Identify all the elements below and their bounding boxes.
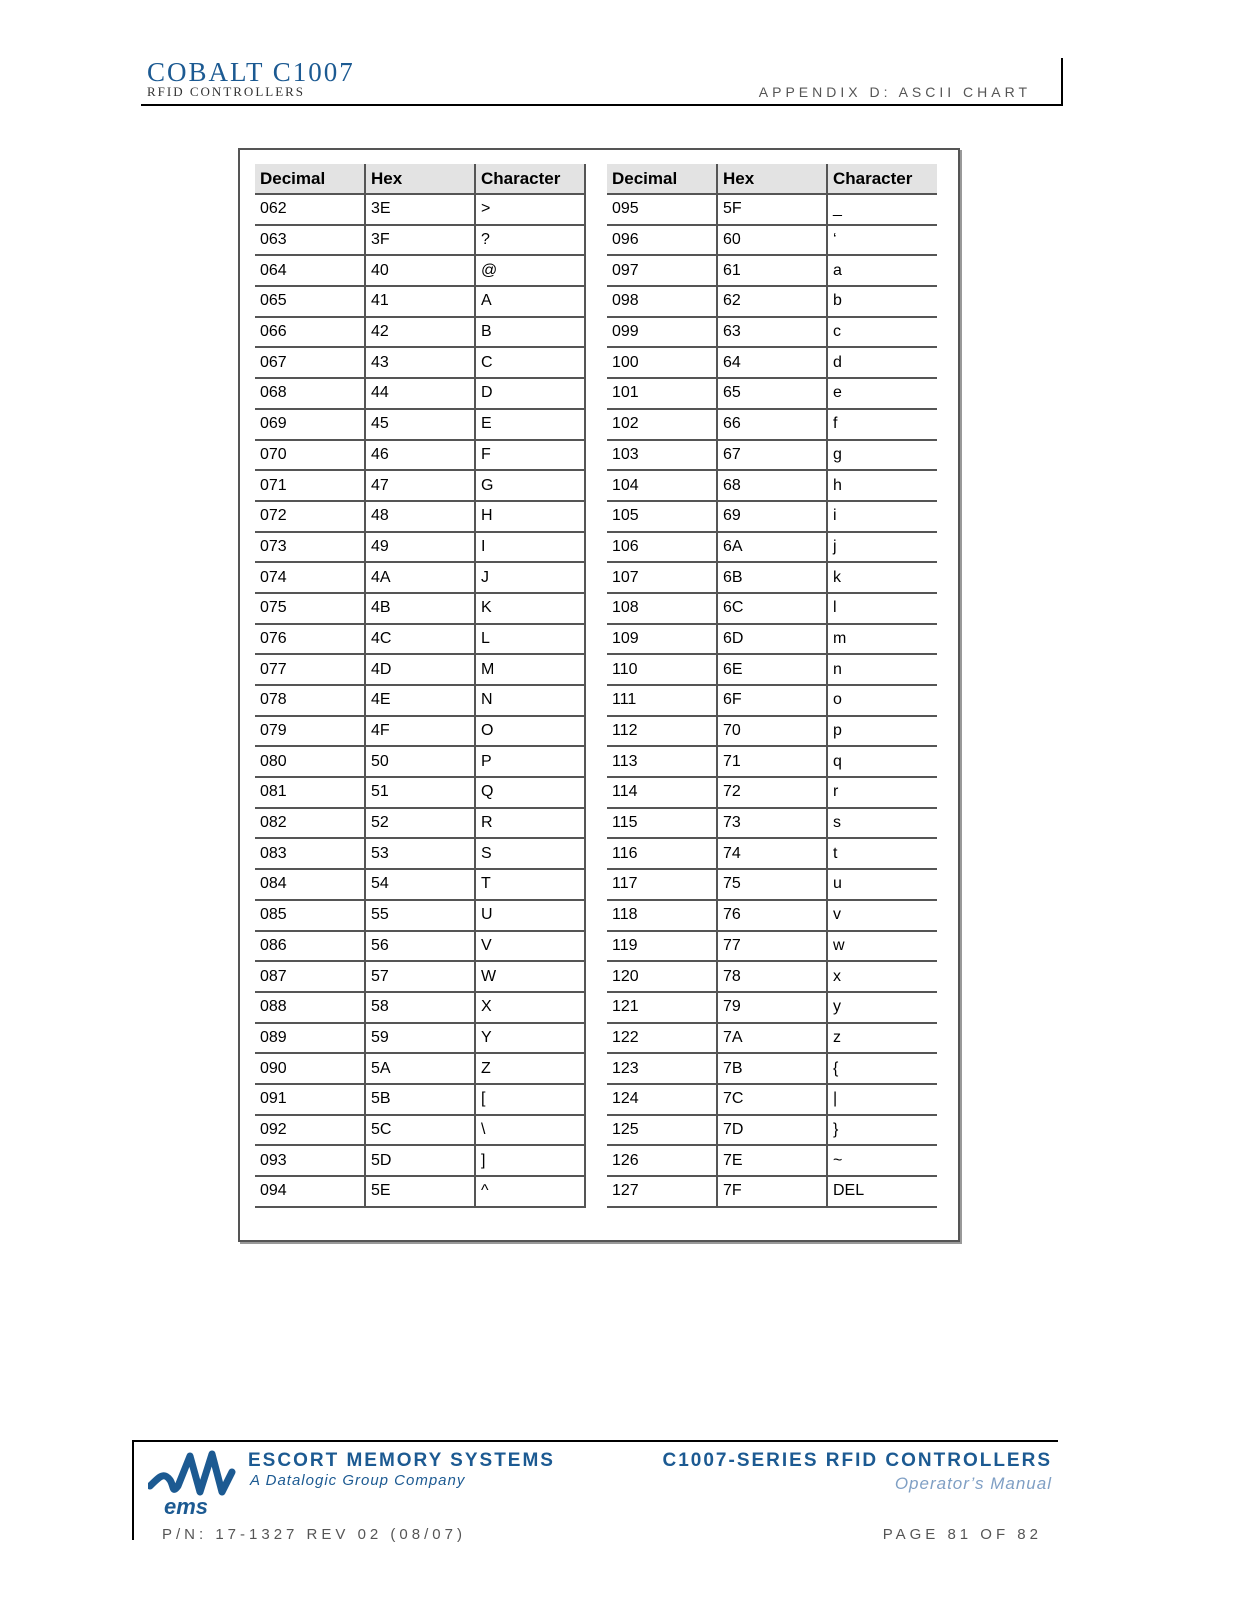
cell-decimal: 103	[607, 440, 717, 471]
cell-hex: 72	[717, 777, 827, 808]
cell-hex: 57	[365, 961, 475, 992]
table-row	[255, 808, 585, 839]
cell-decimal: 097	[607, 255, 717, 286]
cell-decimal: 069	[255, 409, 365, 440]
cell-hex: 47	[365, 470, 475, 501]
cell-character: f	[827, 409, 937, 440]
table-row	[607, 992, 937, 1023]
cell-character: DEL	[827, 1176, 937, 1207]
cell-character: _	[827, 194, 937, 225]
table-header-row	[607, 164, 937, 194]
cell-character: h	[827, 470, 937, 501]
cell-hex: 46	[365, 440, 475, 471]
cell-character: m	[827, 624, 937, 655]
table-row	[607, 716, 937, 747]
cell-hex: 7C	[717, 1084, 827, 1115]
cell-hex: 5A	[365, 1053, 475, 1084]
cell-decimal: 098	[607, 286, 717, 317]
cell-character: ~	[827, 1145, 937, 1176]
cell-hex: 55	[365, 900, 475, 931]
cell-decimal: 118	[607, 900, 717, 931]
cell-decimal: 100	[607, 347, 717, 378]
cell-character: p	[827, 716, 937, 747]
cell-character: C	[475, 347, 585, 378]
table-row	[255, 931, 585, 962]
cell-hex: 4B	[365, 593, 475, 624]
cell-hex: 60	[717, 225, 827, 256]
cell-character: Q	[475, 777, 585, 808]
table-row	[255, 409, 585, 440]
table-row	[255, 1053, 585, 1084]
cell-character: F	[475, 440, 585, 471]
product-name: C1007-SERIES RFID CONTROLLERS	[662, 1450, 1052, 1471]
cell-decimal: 066	[255, 317, 365, 348]
footer-divider	[132, 1440, 1058, 1442]
table-header-row	[255, 164, 585, 194]
cell-decimal: 093	[255, 1145, 365, 1176]
table-row	[607, 562, 937, 593]
cell-decimal: 115	[607, 808, 717, 839]
cell-hex: 4C	[365, 624, 475, 655]
cell-decimal: 095	[607, 194, 717, 225]
cell-decimal: 126	[607, 1145, 717, 1176]
table-row	[255, 440, 585, 471]
cell-character: B	[475, 317, 585, 348]
column-header-character: Character	[475, 164, 585, 194]
table-row	[607, 347, 937, 378]
cell-hex: 3E	[365, 194, 475, 225]
cell-hex: 4F	[365, 716, 475, 747]
table-row	[607, 624, 937, 655]
cell-hex: 6B	[717, 562, 827, 593]
cell-character: y	[827, 992, 937, 1023]
ems-logo	[148, 1446, 244, 1516]
cell-decimal: 104	[607, 470, 717, 501]
table-row	[607, 440, 937, 471]
cell-hex: 7F	[717, 1176, 827, 1207]
table-row	[255, 286, 585, 317]
cell-decimal: 087	[255, 961, 365, 992]
table-row	[607, 1023, 937, 1054]
company-tagline: A Datalogic Group Company	[250, 1472, 466, 1489]
table-row	[255, 838, 585, 869]
cell-hex: 73	[717, 808, 827, 839]
cell-character: e	[827, 378, 937, 409]
cell-character: |	[827, 1084, 937, 1115]
cell-character: x	[827, 961, 937, 992]
cell-hex: 68	[717, 470, 827, 501]
cell-character: K	[475, 593, 585, 624]
cell-decimal: 117	[607, 869, 717, 900]
cell-hex: 6D	[717, 624, 827, 655]
cell-hex: 54	[365, 869, 475, 900]
cell-decimal: 078	[255, 685, 365, 716]
cell-hex: 56	[365, 931, 475, 962]
cell-character: X	[475, 992, 585, 1023]
cell-character: k	[827, 562, 937, 593]
part-number: P/N: 17-1327 REV 02 (08/07)	[162, 1526, 466, 1543]
table-row	[607, 746, 937, 777]
cell-hex: 67	[717, 440, 827, 471]
brand-subtitle: RFID CONTROLLERS	[147, 84, 306, 99]
cell-character: G	[475, 470, 585, 501]
cell-decimal: 064	[255, 255, 365, 286]
cell-decimal: 108	[607, 593, 717, 624]
cell-hex: 76	[717, 900, 827, 931]
cell-hex: 6F	[717, 685, 827, 716]
cell-hex: 69	[717, 501, 827, 532]
cell-hex: 51	[365, 777, 475, 808]
cell-decimal: 105	[607, 501, 717, 532]
cell-decimal: 091	[255, 1084, 365, 1115]
cell-hex: 45	[365, 409, 475, 440]
cell-character: V	[475, 931, 585, 962]
cell-decimal: 112	[607, 716, 717, 747]
ascii-chart-frame	[238, 148, 960, 1242]
cell-hex: 7B	[717, 1053, 827, 1084]
cell-character: c	[827, 317, 937, 348]
table-row	[607, 286, 937, 317]
table-row	[255, 900, 585, 931]
cell-hex: 40	[365, 255, 475, 286]
table-row	[255, 685, 585, 716]
cell-hex: 6C	[717, 593, 827, 624]
cell-hex: 70	[717, 716, 827, 747]
table-row	[607, 470, 937, 501]
cell-hex: 7D	[717, 1115, 827, 1146]
cell-hex: 42	[365, 317, 475, 348]
table-row	[255, 470, 585, 501]
cell-character: S	[475, 838, 585, 869]
cell-hex: 4D	[365, 654, 475, 685]
table-row	[255, 992, 585, 1023]
table-row	[607, 900, 937, 931]
table-row	[607, 685, 937, 716]
table-row	[607, 593, 937, 624]
table-row	[607, 777, 937, 808]
table-row	[255, 194, 585, 225]
cell-decimal: 113	[607, 746, 717, 777]
table-row	[255, 255, 585, 286]
cell-character: I	[475, 532, 585, 563]
cell-decimal: 088	[255, 992, 365, 1023]
ascii-table-right	[607, 164, 937, 1208]
cell-decimal: 114	[607, 777, 717, 808]
cell-hex: 74	[717, 838, 827, 869]
cell-character: N	[475, 685, 585, 716]
table-row	[607, 501, 937, 532]
cell-decimal: 063	[255, 225, 365, 256]
table-row	[255, 1176, 585, 1207]
cell-decimal: 120	[607, 961, 717, 992]
cell-hex: 50	[365, 746, 475, 777]
cell-decimal: 101	[607, 378, 717, 409]
cell-decimal: 075	[255, 593, 365, 624]
cell-decimal: 072	[255, 501, 365, 532]
table-row	[607, 1053, 937, 1084]
table-row	[255, 562, 585, 593]
table-row	[255, 593, 585, 624]
cell-character: t	[827, 838, 937, 869]
table-row	[607, 225, 937, 256]
table-row	[607, 654, 937, 685]
cell-hex: 59	[365, 1023, 475, 1054]
cell-hex: 6A	[717, 532, 827, 563]
cell-character: P	[475, 746, 585, 777]
cell-decimal: 127	[607, 1176, 717, 1207]
cell-hex: 4A	[365, 562, 475, 593]
cell-character: T	[475, 869, 585, 900]
cell-character: H	[475, 501, 585, 532]
cell-hex: 64	[717, 347, 827, 378]
table-row	[255, 532, 585, 563]
cell-character: [	[475, 1084, 585, 1115]
table-row	[255, 347, 585, 378]
cell-decimal: 080	[255, 746, 365, 777]
cell-decimal: 084	[255, 869, 365, 900]
cell-character: o	[827, 685, 937, 716]
manual-name: Operator’s Manual	[894, 1474, 1052, 1493]
cell-hex: 4E	[365, 685, 475, 716]
company-name: ESCORT MEMORY SYSTEMS	[248, 1450, 555, 1471]
cell-character: u	[827, 869, 937, 900]
header-vertical-divider	[1061, 58, 1063, 106]
cell-decimal: 082	[255, 808, 365, 839]
cell-hex: 61	[717, 255, 827, 286]
cell-decimal: 102	[607, 409, 717, 440]
cell-character: d	[827, 347, 937, 378]
cell-character: b	[827, 286, 937, 317]
cell-character: O	[475, 716, 585, 747]
cell-character: a	[827, 255, 937, 286]
cell-decimal: 071	[255, 470, 365, 501]
cell-hex: 48	[365, 501, 475, 532]
cell-decimal: 077	[255, 654, 365, 685]
cell-decimal: 089	[255, 1023, 365, 1054]
table-row	[607, 317, 937, 348]
page-number: PAGE 81 OF 82	[882, 1526, 1042, 1543]
cell-character: M	[475, 654, 585, 685]
cell-decimal: 125	[607, 1115, 717, 1146]
cell-hex: 44	[365, 378, 475, 409]
brand-logo	[147, 58, 355, 98]
cell-decimal: 076	[255, 624, 365, 655]
table-row	[607, 808, 937, 839]
cell-hex: 52	[365, 808, 475, 839]
ascii-table-left	[255, 164, 586, 1208]
cell-decimal: 121	[607, 992, 717, 1023]
cell-hex: 58	[365, 992, 475, 1023]
table-row	[607, 409, 937, 440]
cell-hex: 6E	[717, 654, 827, 685]
table-row	[607, 378, 937, 409]
cell-hex: 79	[717, 992, 827, 1023]
cell-decimal: 123	[607, 1053, 717, 1084]
cell-character: l	[827, 593, 937, 624]
cell-character: Y	[475, 1023, 585, 1054]
cell-decimal: 090	[255, 1053, 365, 1084]
ems-wave-icon	[148, 1446, 244, 1516]
column-header-decimal: Decimal	[255, 164, 365, 194]
cell-hex: 71	[717, 746, 827, 777]
cell-decimal: 110	[607, 654, 717, 685]
table-row	[255, 746, 585, 777]
table-row	[607, 1084, 937, 1115]
cell-decimal: 086	[255, 931, 365, 962]
cell-hex: 7A	[717, 1023, 827, 1054]
cell-character: A	[475, 286, 585, 317]
table-row	[607, 532, 937, 563]
table-row	[255, 317, 585, 348]
table-row	[607, 869, 937, 900]
table-row	[255, 1115, 585, 1146]
cell-character: E	[475, 409, 585, 440]
table-row	[607, 255, 937, 286]
cell-character: q	[827, 746, 937, 777]
cell-character: >	[475, 194, 585, 225]
section-title: APPENDIX D: ASCII CHART	[758, 84, 1031, 100]
cell-character: ^	[475, 1176, 585, 1207]
header-divider	[141, 104, 1063, 106]
cell-character: U	[475, 900, 585, 931]
table-row	[607, 931, 937, 962]
cell-character: J	[475, 562, 585, 593]
cell-character: g	[827, 440, 937, 471]
table-row	[607, 961, 937, 992]
cell-hex: 5B	[365, 1084, 475, 1115]
cell-character: D	[475, 378, 585, 409]
cell-hex: 3F	[365, 225, 475, 256]
table-row	[255, 654, 585, 685]
cell-character: i	[827, 501, 937, 532]
cell-decimal: 067	[255, 347, 365, 378]
cell-hex: 43	[365, 347, 475, 378]
column-header-hex: Hex	[365, 164, 475, 194]
cell-decimal: 081	[255, 777, 365, 808]
cell-hex: 5D	[365, 1145, 475, 1176]
column-header-hex: Hex	[717, 164, 827, 194]
table-row	[255, 1084, 585, 1115]
cell-character: v	[827, 900, 937, 931]
cell-character: L	[475, 624, 585, 655]
cell-decimal: 116	[607, 838, 717, 869]
cell-decimal: 079	[255, 716, 365, 747]
table-row	[255, 501, 585, 532]
cell-character: n	[827, 654, 937, 685]
cell-hex: 7E	[717, 1145, 827, 1176]
cell-character: {	[827, 1053, 937, 1084]
table-row	[255, 777, 585, 808]
table-row	[255, 624, 585, 655]
cell-character: }	[827, 1115, 937, 1146]
cell-hex: 41	[365, 286, 475, 317]
table-row	[255, 1145, 585, 1176]
cell-character: \	[475, 1115, 585, 1146]
cell-character: @	[475, 255, 585, 286]
cell-decimal: 083	[255, 838, 365, 869]
cell-character: W	[475, 961, 585, 992]
column-header-character: Character	[827, 164, 937, 194]
cell-decimal: 107	[607, 562, 717, 593]
table-row	[255, 378, 585, 409]
footer-vertical-divider	[132, 1440, 134, 1540]
cell-hex: 49	[365, 532, 475, 563]
cell-hex: 65	[717, 378, 827, 409]
table-row	[255, 716, 585, 747]
cell-hex: 63	[717, 317, 827, 348]
table-row	[255, 225, 585, 256]
cell-hex: 66	[717, 409, 827, 440]
table-row	[607, 1115, 937, 1146]
cell-decimal: 085	[255, 900, 365, 931]
cell-decimal: 092	[255, 1115, 365, 1146]
cell-hex: 5C	[365, 1115, 475, 1146]
cell-character: r	[827, 777, 937, 808]
cell-character: j	[827, 532, 937, 563]
cell-hex: 78	[717, 961, 827, 992]
cell-decimal: 065	[255, 286, 365, 317]
cell-decimal: 109	[607, 624, 717, 655]
cell-decimal: 074	[255, 562, 365, 593]
cell-decimal: 122	[607, 1023, 717, 1054]
column-header-decimal: Decimal	[607, 164, 717, 194]
cell-decimal: 094	[255, 1176, 365, 1207]
cell-decimal: 073	[255, 532, 365, 563]
cell-hex: 53	[365, 838, 475, 869]
cell-hex: 77	[717, 931, 827, 962]
cell-character: Z	[475, 1053, 585, 1084]
cell-decimal: 070	[255, 440, 365, 471]
table-row	[607, 1145, 937, 1176]
table-row	[255, 869, 585, 900]
cell-decimal: 111	[607, 685, 717, 716]
table-row	[607, 838, 937, 869]
cell-character: R	[475, 808, 585, 839]
cell-decimal: 096	[607, 225, 717, 256]
cell-decimal: 099	[607, 317, 717, 348]
cell-decimal: 119	[607, 931, 717, 962]
cell-hex: 62	[717, 286, 827, 317]
cell-character: ‘	[827, 225, 937, 256]
cell-hex: 5E	[365, 1176, 475, 1207]
cell-decimal: 062	[255, 194, 365, 225]
cell-decimal: 124	[607, 1084, 717, 1115]
table-row	[255, 1023, 585, 1054]
table-row	[607, 1176, 937, 1207]
cell-hex: 75	[717, 869, 827, 900]
table-row	[255, 961, 585, 992]
cell-character: ]	[475, 1145, 585, 1176]
cell-decimal: 106	[607, 532, 717, 563]
cell-hex: 5F	[717, 194, 827, 225]
cell-character: ?	[475, 225, 585, 256]
ems-logo-text: ems	[164, 1494, 209, 1516]
cell-character: z	[827, 1023, 937, 1054]
cell-character: s	[827, 808, 937, 839]
cell-decimal: 068	[255, 378, 365, 409]
table-row	[607, 194, 937, 225]
cell-character: w	[827, 931, 937, 962]
brand-name: COBALT C1007	[147, 57, 355, 87]
